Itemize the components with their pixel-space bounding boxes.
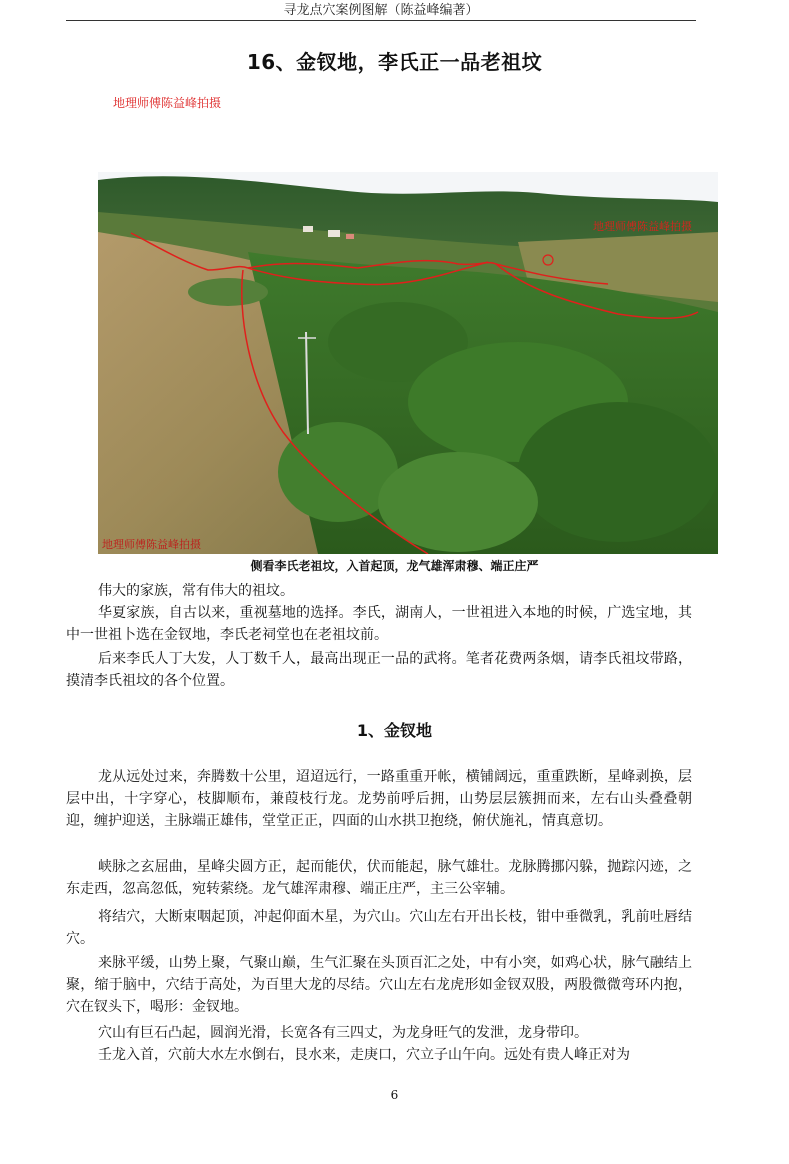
page-number: 6 xyxy=(390,1088,399,1102)
body-paragraph: 将结穴，大断束咽起顶，冲起仰面木星，为穴山。穴山左右开出长枝，钳中垂微乳，乳前吐唇结穴。 xyxy=(66,909,692,947)
body-paragraph: 龙从远处过来，奔腾数十公里，迢迢远行，一路重重开帐，横铺阔远，重重跌断，星峰剥换，层层中出，十字穿心，枝脚顺布，兼葭枝行龙。龙势前呼后拥，山势层层簇拥而来，左右山头叠叠朝迎，缠护迎送，主脉端正雄伟，堂堂正正，四面的山水拱卫抱绕，俯伏施礼，情真意切。 xyxy=(66,769,692,829)
photographer-credit-right: 地理师傅陈益峰拍摄 xyxy=(593,220,692,233)
section-heading: 1、金钗地 xyxy=(356,721,433,740)
body-paragraph: 峡脉之玄屈曲，星峰尖圆方正，起而能伏，伏而能起，脉气雄壮。龙脉腾挪闪躲，抛踪闪迹，之东走西，忽高忽低，宛转萦绕。龙气雄浑肃穆、端正庄严，主三公宰辅。 xyxy=(66,859,692,897)
body-paragraph: 来脉平缓，山势上聚，气聚山巅，生气汇聚在头顶百汇之处，中有小突，如鸡心状，脉气融结上聚，缩于脑中，穴结于高处，为百里大龙的尽结。穴山左右龙虎形如金钗双股，两股微微弯环内抱，穴在钗头下，喝形：金钗地。 xyxy=(66,955,692,1015)
photographer-credit-bottom: 地理师傅陈益峰拍摄 xyxy=(102,538,201,551)
page-title: 16、金钗地，李氏正一品老祖坟 xyxy=(246,50,543,74)
intro-paragraph: 伟大的家族，常有伟大的祖坟。 xyxy=(98,583,294,599)
landscape-photo xyxy=(98,172,718,554)
photo-caption: 侧看李氏老祖坟，入首起顶，龙气雄浑肃穆、端正庄严 xyxy=(250,559,539,573)
running-header: 寻龙点穴案例图解（陈益峰编著） xyxy=(66,2,696,21)
body-paragraph: 穴山有巨石凸起，圆润光滑，长宽各有三四丈，为龙身旺气的发泄，龙身带印。 xyxy=(98,1025,588,1041)
intro-paragraph: 华夏家族，自古以来，重视墓地的选择。李氏，湖南人，一世祖进入本地的时候，广选宝地，其中一世祖卜选在金钗地，李氏老祠堂也在老祖坟前。 xyxy=(66,605,692,643)
photographer-credit-top: 地理师傅陈益峰拍摄 xyxy=(113,96,222,110)
body-paragraph: 壬龙入首，穴前大水左水倒右，艮水来，走庚口，穴立子山午向。远处有贵人峰正对为 xyxy=(98,1047,630,1063)
intro-paragraph: 后来李氏人丁大发，人丁数千人，最高出现正一品的武将。笔者花费两条烟，请李氏祖坟带路，摸清李氏祖坟的各个位置。 xyxy=(66,651,692,689)
